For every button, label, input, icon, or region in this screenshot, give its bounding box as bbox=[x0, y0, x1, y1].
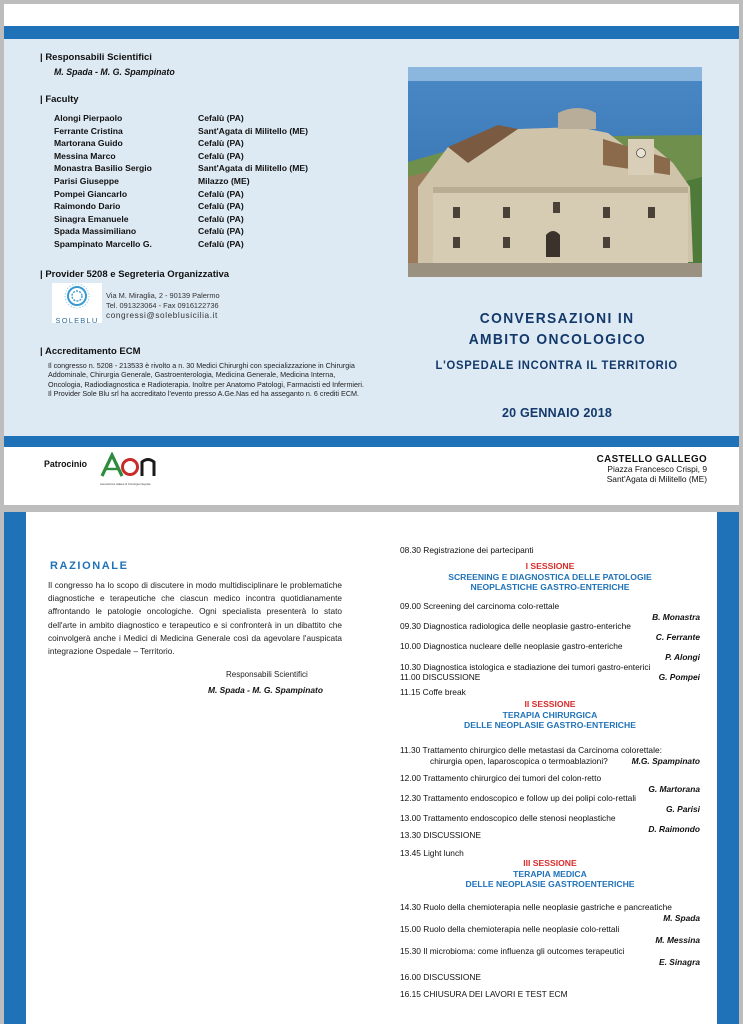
brochure-program-page bbox=[4, 512, 739, 1024]
session-1 bbox=[400, 561, 700, 592]
session-3 bbox=[400, 858, 700, 889]
faculty-heading: | Faculty bbox=[40, 94, 79, 105]
faculty-place: Milazzo (ME) bbox=[198, 175, 250, 186]
program-item-text: 13.00 Trattamento endoscopico delle stenosi neoplastiche bbox=[400, 813, 616, 824]
event-title-line-1: CONVERSAZIONI IN bbox=[479, 310, 635, 327]
closing-item: 16.15 CHIUSURA DEI LAVORI E TEST ECM bbox=[400, 989, 568, 999]
program-item-text: 15.00 Ruolo della chemioterapia nelle neoplasie colo-rettali bbox=[400, 924, 620, 935]
faculty-place: Cefalù (PA) bbox=[198, 213, 244, 224]
session-1-items bbox=[400, 601, 700, 682]
faculty-name: Parisi Giuseppe bbox=[54, 175, 119, 186]
faculty-row bbox=[54, 125, 308, 138]
program-item-text: 12.00 Trattamento chirurgico dei tumori del colon-retto bbox=[400, 773, 602, 783]
event-title-line-2: AMBITO ONCOLOGICO bbox=[468, 331, 646, 348]
session-2-title-1: TERAPIA CHIRURGICA bbox=[502, 709, 598, 720]
faculty-place: Sant'Agata di Militello (ME) bbox=[198, 125, 308, 136]
razionale-text: Il congresso ha lo scopo di discutere in modo multidisciplinare le problematiche diagnostiche e terapeutiche che ciascun medico incontra quotidianamente affrontando le patologie oncologiche. Ogni specialista presenterà lo stato dell'arte in ambito diagnostico e terapeutico e si confronterà in un dibattito che coinvolgerà anche i Medici di Medicina Generale così da agevolare l'auspicata integrazione Ospedale – Territorio. bbox=[48, 580, 342, 657]
session-3-label: III SESSIONE bbox=[523, 858, 577, 868]
faculty-place: Cefalù (PA) bbox=[198, 226, 244, 237]
program-item bbox=[400, 773, 700, 794]
faculty-row bbox=[54, 162, 308, 175]
ecm-heading: | Accreditamento ECM bbox=[40, 346, 141, 357]
program-item-text: 10.00 Diagnostica nucleare delle neoplasie gastro-enteriche bbox=[400, 641, 623, 652]
provider-address: Via M. Miraglia, 2 - 90139 Palermo bbox=[106, 291, 220, 300]
venue-name: CASTELLO GALLEGO bbox=[596, 454, 707, 465]
program-item bbox=[400, 641, 700, 662]
razionale-resp-label: Responsabili Scientifici bbox=[226, 670, 308, 679]
program-item-speaker: D. Raimondo bbox=[648, 823, 700, 834]
faculty-row bbox=[54, 200, 308, 213]
session-2-item-1-line-2: chirurgia open, laparoscopica o termoablazioni? bbox=[430, 755, 608, 766]
top-blue-bar bbox=[4, 26, 739, 39]
aion-subtitle: Associazione Italiana di Oncologia Integrata bbox=[100, 483, 151, 486]
faculty-row bbox=[54, 150, 308, 163]
program-item bbox=[400, 601, 700, 622]
program-item-text: 14.30 Ruolo della chemioterapia nelle neoplasie gastriche e pancreatiche bbox=[400, 902, 672, 912]
program-item-speaker: P. Alongi bbox=[665, 651, 700, 662]
faculty-row bbox=[54, 225, 308, 238]
faculty-name: Raimondo Dario bbox=[54, 201, 121, 212]
program-item bbox=[400, 902, 700, 923]
faculty-place: Cefalù (PA) bbox=[198, 150, 244, 161]
program-item-speaker: G. Pompei bbox=[658, 672, 700, 683]
faculty-name: Sinagra Emanuele bbox=[54, 213, 129, 224]
faculty-row bbox=[54, 137, 308, 150]
faculty-name: Alongi Pierpaolo bbox=[54, 113, 123, 123]
program-item-speaker: E. Sinagra bbox=[659, 956, 700, 967]
registration-item: 08.30 Registrazione dei partecipanti bbox=[400, 545, 534, 555]
session-2-item-1-line-1: 11.30 Trattamento chirurgico delle metastasi da Carcinoma colorettale: bbox=[400, 745, 662, 755]
left-blue-strip bbox=[4, 512, 26, 1024]
scientific-names: M. Spada - M. G. Spampinato bbox=[54, 67, 175, 77]
provider-phone: Tel. 091323064 - Fax 0916122736 bbox=[106, 301, 219, 310]
session-1-title-2: NEOPLASTICHE GASTRO-ENTERICHE bbox=[470, 581, 630, 592]
discussione-3: 16.00 DISCUSSIONE bbox=[400, 972, 481, 982]
faculty-place: Sant'Agata di Militello (ME) bbox=[198, 163, 308, 174]
program-item-speaker: M. Messina bbox=[655, 934, 700, 945]
faculty-row bbox=[54, 175, 308, 188]
program-item-text: 09.00 Screening del carcinoma colo-rettale bbox=[400, 601, 560, 611]
coffee-break: 11.15 Coffe break bbox=[400, 687, 466, 697]
session-2 bbox=[400, 699, 700, 730]
castle-illustration bbox=[408, 67, 702, 277]
faculty-list bbox=[54, 112, 308, 251]
brochure-cover-page bbox=[4, 4, 739, 505]
program-item-text: 09.30 Diagnostica radiologica delle neoplasie gastro-enteriche bbox=[400, 621, 631, 632]
faculty-row bbox=[54, 238, 308, 251]
venue-city: Sant'Agata di Militello (ME) bbox=[606, 473, 707, 484]
session-1-label: I SESSIONE bbox=[525, 561, 575, 571]
session-2-item-1-speaker: M.G. Spampinato bbox=[631, 755, 700, 766]
faculty-name: Ferrante Cristina bbox=[54, 125, 123, 136]
faculty-place: Cefalù (PA) bbox=[198, 238, 244, 249]
program-item bbox=[400, 793, 700, 814]
faculty-place: Cefalù (PA) bbox=[198, 201, 244, 212]
faculty-name: Monastra Basilio Sergio bbox=[54, 163, 152, 174]
program-item-speaker: G. Martorana bbox=[648, 783, 700, 794]
faculty-row bbox=[54, 188, 308, 201]
program-item bbox=[400, 621, 700, 642]
faculty-row bbox=[54, 112, 308, 125]
event-subtitle: L'OSPEDALE INCONTRA IL TERRITORIO bbox=[435, 358, 679, 372]
soleblu-sun-icon bbox=[52, 283, 102, 311]
session-2-label: II SESSIONE bbox=[524, 699, 576, 709]
session-3-items bbox=[400, 902, 700, 969]
program-item-speaker: B. Monastra bbox=[652, 611, 700, 622]
discussione-1: 11.00 DISCUSSIONE bbox=[400, 672, 481, 682]
program-item bbox=[400, 946, 700, 967]
session-1-title-1: SCREENING E DIAGNOSTICA DELLE PATOLOGIE bbox=[448, 571, 652, 582]
soleblu-logo bbox=[52, 283, 102, 323]
razionale-resp-names: M. Spada - M. G. Spampinato bbox=[208, 685, 323, 695]
aion-logo bbox=[100, 452, 158, 486]
session-3-title-2: DELLE NEOPLASIE GASTROENTERICHE bbox=[465, 878, 635, 889]
razionale-heading: RAZIONALE bbox=[50, 560, 129, 572]
faculty-name: Spampinato Marcello G. bbox=[54, 238, 152, 249]
faculty-place: Cefalù (PA) bbox=[198, 138, 244, 149]
provider-heading: | Provider 5208 e Segreteria Organizzativa bbox=[40, 269, 229, 280]
faculty-name: Spada Massimiliano bbox=[54, 226, 137, 237]
faculty-name: Pompei Giancarlo bbox=[54, 188, 128, 199]
faculty-name: Martorana Guido bbox=[54, 138, 123, 149]
soleblu-logo-text: SOLEBLU bbox=[55, 316, 99, 325]
program-item-speaker: M. Spada bbox=[663, 912, 700, 923]
faculty-place: Cefalù (PA) bbox=[198, 113, 244, 123]
venue bbox=[597, 455, 707, 484]
patrocinio-label: Patrocinio bbox=[44, 459, 88, 469]
faculty-row bbox=[54, 213, 308, 226]
light-lunch: 13.45 Light lunch bbox=[400, 848, 464, 858]
session-2-title-2: DELLE NEOPLASIE GASTRO-ENTERICHE bbox=[464, 719, 636, 730]
program-item-text: 12.30 Trattamento endoscopico e follow up dei polipi colo-rettali bbox=[400, 793, 637, 804]
provider-contact bbox=[106, 291, 220, 321]
program-item bbox=[400, 924, 700, 945]
castello-photo bbox=[408, 67, 702, 277]
program-item-speaker: G. Parisi bbox=[666, 803, 700, 814]
event-date: 20 GENNAIO 2018 bbox=[502, 406, 612, 420]
faculty-place: Cefalù (PA) bbox=[198, 188, 244, 199]
session-3-title-1: TERAPIA MEDICA bbox=[513, 868, 587, 879]
program-item-speaker: C. Ferrante bbox=[655, 631, 700, 642]
provider-email: congressi@soleblusicilia.it bbox=[106, 311, 218, 320]
faculty-name: Messina Marco bbox=[54, 150, 116, 161]
ecm-text: Il congresso n. 5208 - 213533 è rivolto a n. 30 Medici Chirurghi con specializzazione in Chirurgia Addominale, Chirurgia Generale, Gastroenterologia, Medicina Generale, Medicina Interna, Oncologia, Radiodiagnostica e Radioterapia. Inoltre per Anatomo Patologi, Farmacisti ed Infermieri. Il Provider Sole Blu srl ha accreditato l'evento presso A.Ge.Nas ed ha asseganto n. 6 crediti ECM. bbox=[48, 361, 365, 399]
venue-street: Piazza Francesco Crispi, 9 bbox=[607, 463, 707, 474]
aion-logo-icon bbox=[100, 452, 158, 478]
program-item-text: 10.30 Diagnostica istologica e stadiazione dei tumori gastro-enterici bbox=[400, 661, 651, 672]
session-2-items bbox=[400, 773, 700, 834]
bottom-blue-bar bbox=[4, 436, 739, 447]
session-2-item-1 bbox=[400, 745, 700, 766]
right-blue-strip bbox=[717, 512, 739, 1024]
program-item-text: 15.30 Il microbioma: come influenza gli outcomes terapeutici bbox=[400, 946, 625, 957]
scientific-heading: | Responsabili Scientifici bbox=[40, 52, 152, 63]
discussione-2: 13.30 DISCUSSIONE bbox=[400, 830, 481, 840]
